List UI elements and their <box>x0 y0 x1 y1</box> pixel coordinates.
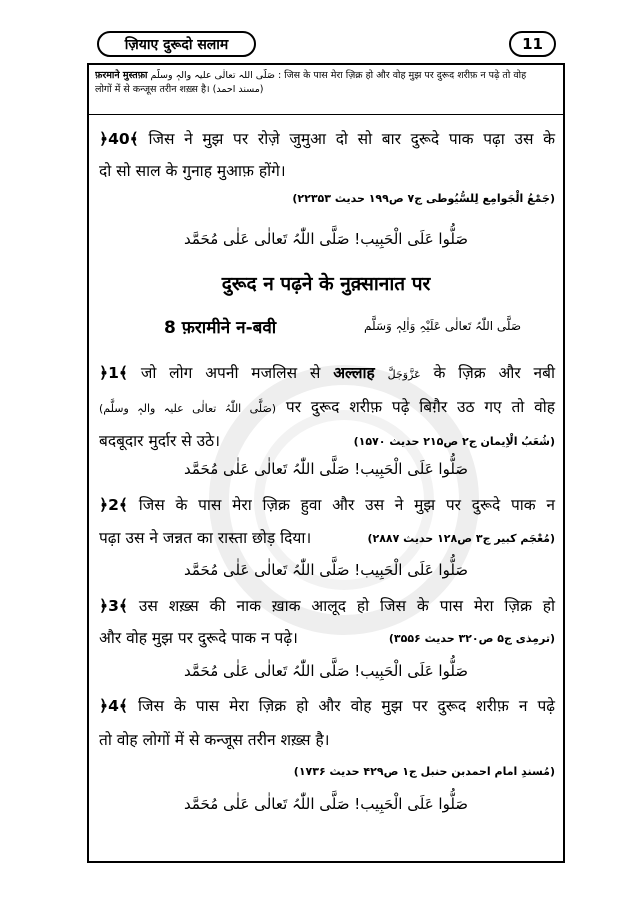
hadith-4-line-1 <box>99 695 555 717</box>
durood-line: صَلُّوا عَلَی الْحَبِیب! صَلَّی اللّٰہُ تَعالٰی عَلٰی مُحَمَّد <box>183 460 469 478</box>
hadith-arabic: عَزَّوَجَلَّ <box>387 368 421 381</box>
hadith-40-line-2: दो सो साल के गुनाह मुआफ़ होंगे। <box>99 162 286 180</box>
hadith-3-line-1 <box>99 595 555 617</box>
hadith-notice-box <box>89 65 563 115</box>
hadith-text: पर दुरूद शरीफ़ पढ़े बिग़ैर उठ गए तो वोह <box>285 398 555 416</box>
durood-line: صَلُّوا عَلَی الْحَبِیب! صَلَّی اللّٰہُ تَعالٰی عَلٰی مُحَمَّد <box>183 230 469 248</box>
durood-line: صَلُّوا عَلَی الْحَبِیب! صَلَّی اللّٰہُ تَعالٰی عَلٰی مُحَمَّد <box>183 561 469 579</box>
hadith-number: ﴿4﴾ <box>99 697 128 715</box>
notice-text: : जिस के पास मेरा ज़िक्र हो और वोह मुझ पर दुरूद शरीफ़ न पढ़े तो वोह <box>277 70 527 81</box>
hadith-number: ﴿1﴾ <box>99 364 128 382</box>
durood-line: صَلُّوا عَلَی الْحَبِیب! صَلَّی اللّٰہُ تَعالٰی عَلٰی مُحَمَّد <box>183 795 469 813</box>
notice-text-2: लोगों में से कन्जूस तरीन शख़्स है। <box>95 84 210 95</box>
notice-label: फ़रमाने मुस्तफ़ा <box>95 70 148 81</box>
page-header-title: ज़ियाए दुरूदो सलाम <box>97 31 256 57</box>
hadith-2-reference: (مُعْجَم کبیر ج۳ ص۱۲۸ حدیث ۲۸۸۷) <box>367 532 555 545</box>
section-subheading: 8 फ़रामीने न-बवी <box>164 318 277 338</box>
hadith-3-line-2: और वोह मुझ पर दुरूदे पाक न पढ़े। <box>99 629 298 647</box>
hadith-text: के ज़िक्र और नबी <box>433 364 555 382</box>
hadith-2-line-2: पढ़ा उस ने जन्नत का रास्ता छोड़ दिया। <box>99 529 312 547</box>
hadith-text: उस शख़्स की नाक ख़ाक आलूद हो जिस के पास मेरा ज़िक्र हो <box>138 597 555 615</box>
hadith-text: जिस ने मुझ पर रोज़े जुमुआ दो सो बार दुरूदे पाक पढ़ा उस के <box>148 130 555 148</box>
hadith-number: ﴿3﴾ <box>99 597 128 615</box>
hadith-4-reference: (مُسندِ امام احمدبن حنبل ج۱ ص۴۲۹ حدیث ۱۷۳۶) <box>293 765 555 778</box>
page-number: 11 <box>509 31 556 57</box>
notice-line-2 <box>95 83 557 97</box>
hadith-text: जिस के पास मेरा ज़िक्र हुवा और उस ने मुझ पर दुरूदे पाक न <box>138 496 555 514</box>
hadith-2-line-1 <box>99 494 555 516</box>
hadith-1-line-3: बदबूदार मुर्दार से उठे। <box>99 432 221 450</box>
hadith-1-reference: (شُعَبُ الْاِیمان ج۲ ص۲۱۵ حدیث ۱۵۷۰) <box>353 435 555 448</box>
hadith-3-reference: (ترمِذی ج۵ ص۳۲۰ حدیث ۳۵۵۶) <box>388 632 555 645</box>
content-frame <box>87 63 565 863</box>
notice-source: (مسند احمد) <box>212 84 264 95</box>
hadith-1-line-2 <box>99 396 555 420</box>
notice-line-1 <box>95 69 557 83</box>
section-heading: दुरूद न पढ़ने के नुक़्सानात पर <box>221 273 431 295</box>
hadith-40-line-1 <box>99 128 555 150</box>
notice-salutation: صَلَّی اللہ تعالٰی علیہ والہٖ وسلَّم <box>150 70 275 81</box>
hadith-arabic: (صَلَّی اللّٰہُ تعالٰی علیہ والہٖ وسلَّم) <box>99 402 277 415</box>
hadith-4-line-2: तो वोह लोगों में से कन्जूस तरीन शख़्स है। <box>99 731 330 749</box>
hadith-40-reference: (جَمْعُ الْجَوامِع لِلسُّیُوطی ج۷ ص۱۹۹ حدیث ۲۲۳۵۳) <box>292 192 555 205</box>
durood-line: صَلُّوا عَلَی الْحَبِیب! صَلَّی اللّٰہُ تَعالٰی عَلٰی مُحَمَّد <box>183 662 469 680</box>
section-salutation: صَلَّی اللّٰہُ تَعالٰی عَلَیْہِ وَاٰلِہٖ وَسَلَّم <box>364 319 522 333</box>
hadith-text: जो लोग अपनी मजलिस से <box>140 364 321 382</box>
hadith-allah: अल्लाह <box>333 364 375 382</box>
hadith-1-line-1 <box>99 362 555 386</box>
hadith-number: ﴿2﴾ <box>99 496 128 514</box>
hadith-number: ﴿40﴾ <box>99 130 139 148</box>
hadith-text: जिस के पास मेरा ज़िक्र हो और वोह मुझ पर दुरूद शरीफ़ न पढ़े <box>137 697 555 715</box>
